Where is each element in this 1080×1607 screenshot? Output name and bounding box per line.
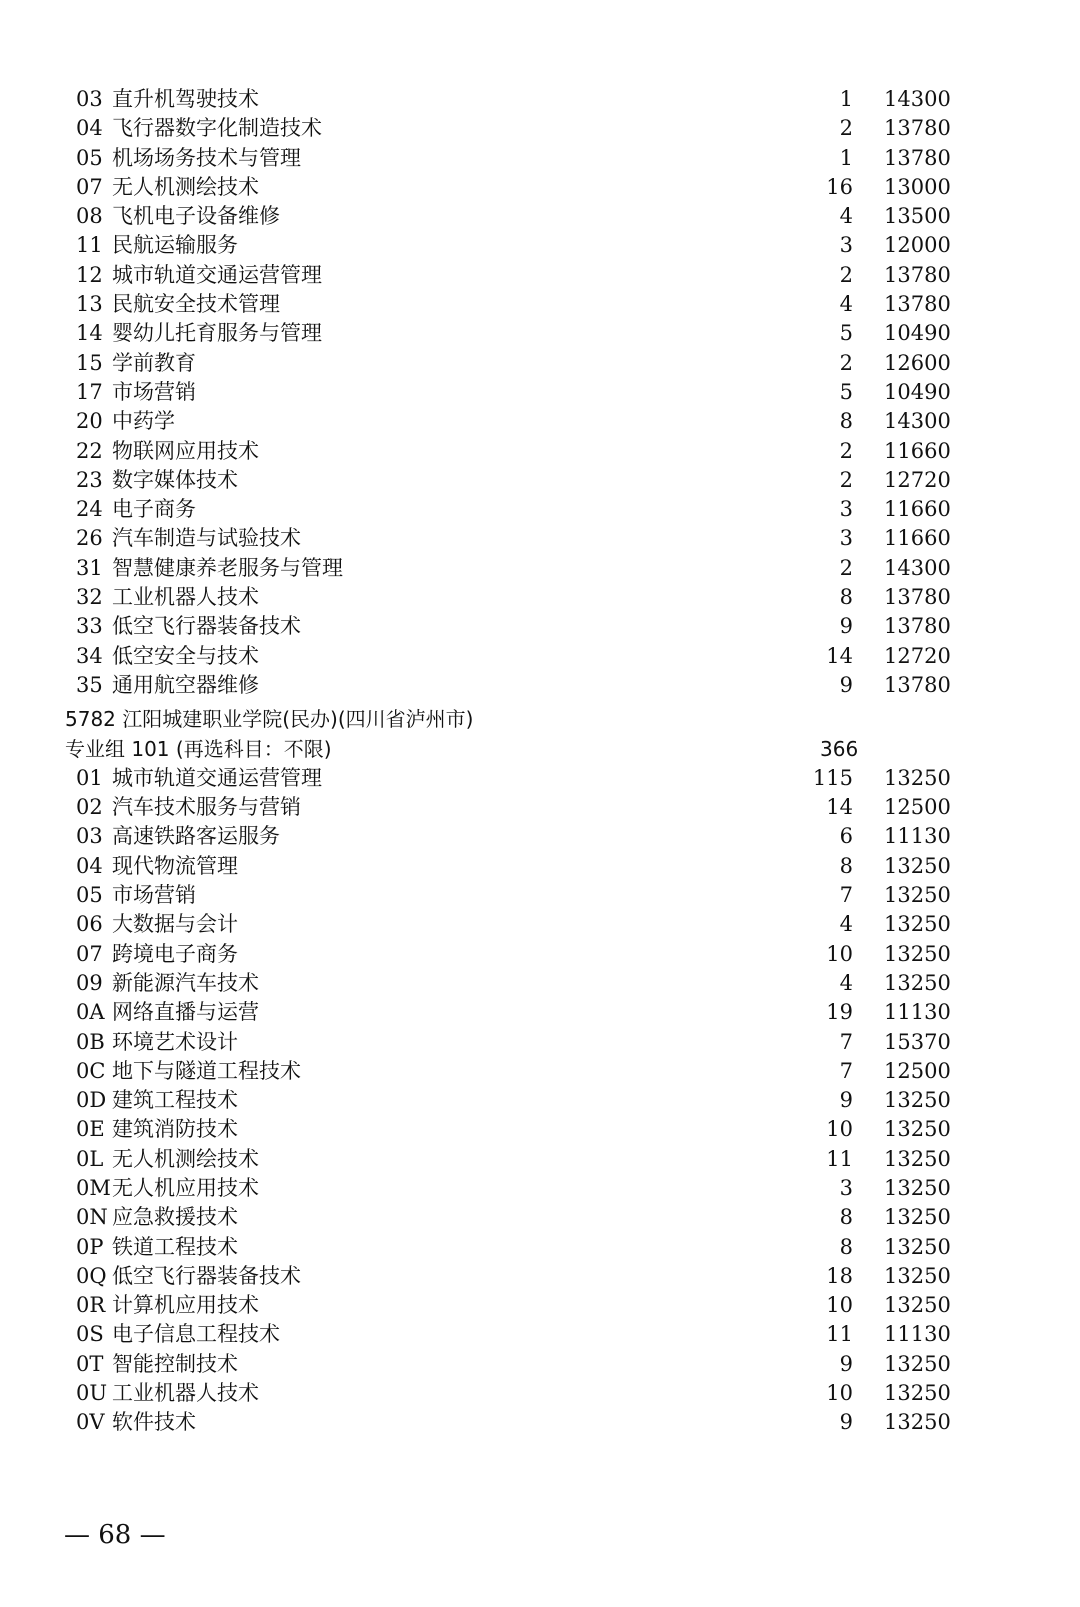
enrollment-count: 9 bbox=[839, 1410, 853, 1435]
major-code: 02 bbox=[76, 795, 103, 820]
major-name: 工业机器人技术 bbox=[112, 585, 259, 610]
tuition-fee: 14300 bbox=[884, 409, 951, 434]
enrollment-count: 8 bbox=[839, 409, 853, 434]
tuition-fee: 15370 bbox=[884, 1029, 951, 1054]
tuition-fee: 11130 bbox=[884, 1000, 951, 1025]
major-code: 14 bbox=[76, 321, 103, 346]
major-code: 0S bbox=[76, 1322, 104, 1347]
major-name: 民航安全技术管理 bbox=[112, 292, 280, 317]
tuition-fee: 12500 bbox=[884, 795, 951, 820]
enrollment-count: 7 bbox=[839, 1058, 853, 1083]
major-name: 无人机测绘技术 bbox=[112, 174, 259, 199]
enrollment-count: 9 bbox=[839, 1351, 853, 1376]
major-row bbox=[0, 998, 1080, 1027]
tuition-fee: 13250 bbox=[884, 765, 951, 790]
tuition-fee: 12600 bbox=[884, 350, 951, 375]
major-code: 15 bbox=[76, 350, 103, 375]
major-code: 33 bbox=[76, 614, 103, 639]
enrollment-count: 2 bbox=[839, 350, 853, 375]
major-code: 13 bbox=[76, 292, 103, 317]
major-row bbox=[0, 642, 1080, 671]
tuition-fee: 11660 bbox=[884, 497, 951, 522]
major-row bbox=[0, 554, 1080, 583]
major-code: 12 bbox=[76, 262, 103, 287]
enrollment-count: 4 bbox=[839, 292, 853, 317]
major-name: 大数据与会计 bbox=[112, 912, 238, 937]
major-row bbox=[0, 466, 1080, 495]
enrollment-count: 5 bbox=[839, 321, 853, 346]
major-code: 0A bbox=[76, 1000, 105, 1025]
major-code: 0V bbox=[76, 1410, 105, 1435]
major-group-count: 366 bbox=[820, 736, 859, 761]
tuition-fee: 13250 bbox=[884, 1117, 951, 1142]
major-code: 05 bbox=[76, 883, 103, 908]
enrollment-count: 2 bbox=[839, 467, 853, 492]
major-name: 汽车制造与试验技术 bbox=[112, 526, 301, 551]
major-name: 计算机应用技术 bbox=[112, 1293, 259, 1318]
major-name: 智慧健康养老服务与管理 bbox=[112, 555, 343, 580]
major-row bbox=[0, 1086, 1080, 1115]
major-row bbox=[0, 822, 1080, 851]
major-row bbox=[0, 261, 1080, 290]
major-row bbox=[0, 881, 1080, 910]
tuition-fee: 13250 bbox=[884, 1088, 951, 1113]
major-row bbox=[0, 1408, 1080, 1437]
major-code: 07 bbox=[76, 941, 103, 966]
tuition-fee: 11660 bbox=[884, 438, 951, 463]
major-name: 无人机应用技术 bbox=[112, 1175, 259, 1200]
major-row bbox=[0, 969, 1080, 998]
enrollment-count: 10 bbox=[826, 1381, 853, 1406]
tuition-fee: 11660 bbox=[884, 526, 951, 551]
major-name: 婴幼儿托育服务与管理 bbox=[112, 321, 322, 346]
major-name: 现代物流管理 bbox=[112, 853, 238, 878]
major-code: 0U bbox=[76, 1381, 108, 1406]
major-list-previous-institution bbox=[0, 85, 1080, 700]
major-row bbox=[0, 1291, 1080, 1320]
major-name: 汽车技术服务与营销 bbox=[112, 795, 301, 820]
enrollment-count: 2 bbox=[839, 438, 853, 463]
major-row bbox=[0, 940, 1080, 969]
major-row bbox=[0, 1028, 1080, 1057]
tuition-fee: 13780 bbox=[884, 262, 951, 287]
enrollment-count: 8 bbox=[839, 853, 853, 878]
tuition-fee: 12500 bbox=[884, 1058, 951, 1083]
major-name: 跨境电子商务 bbox=[112, 941, 238, 966]
major-row bbox=[0, 173, 1080, 202]
major-name: 市场营销 bbox=[112, 883, 196, 908]
enrollment-count: 8 bbox=[839, 1234, 853, 1259]
enrollment-count: 14 bbox=[826, 643, 853, 668]
major-code: 0P bbox=[76, 1234, 104, 1259]
major-name: 电子商务 bbox=[112, 497, 196, 522]
major-row bbox=[0, 1115, 1080, 1144]
major-name: 电子信息工程技术 bbox=[112, 1322, 280, 1347]
tuition-fee: 13250 bbox=[884, 941, 951, 966]
major-code: 35 bbox=[76, 672, 103, 697]
major-row bbox=[0, 1057, 1080, 1086]
major-code: 04 bbox=[76, 116, 103, 141]
tuition-fee: 13250 bbox=[884, 1205, 951, 1230]
major-code: 11 bbox=[76, 233, 103, 258]
tuition-fee: 11130 bbox=[884, 824, 951, 849]
major-name: 新能源汽车技术 bbox=[112, 970, 259, 995]
enrollment-count: 1 bbox=[839, 145, 853, 170]
enrollment-count: 16 bbox=[826, 174, 853, 199]
enrollment-count: 9 bbox=[839, 614, 853, 639]
enrollment-count: 3 bbox=[839, 497, 853, 522]
tuition-fee: 13780 bbox=[884, 145, 951, 170]
major-row bbox=[0, 764, 1080, 793]
major-code: 0E bbox=[76, 1117, 105, 1142]
major-name: 地下与隧道工程技术 bbox=[112, 1058, 301, 1083]
institution-heading bbox=[0, 705, 1080, 734]
major-row bbox=[0, 852, 1080, 881]
major-code: 03 bbox=[76, 824, 103, 849]
enrollment-count: 3 bbox=[839, 1175, 853, 1200]
enrollment-count: 2 bbox=[839, 555, 853, 580]
major-row bbox=[0, 495, 1080, 524]
major-name: 城市轨道交通运营管理 bbox=[112, 765, 322, 790]
major-row bbox=[0, 144, 1080, 173]
major-code: 0B bbox=[76, 1029, 105, 1054]
major-group-heading bbox=[0, 735, 1080, 764]
major-row bbox=[0, 1350, 1080, 1379]
major-code: 17 bbox=[76, 379, 103, 404]
major-row bbox=[0, 583, 1080, 612]
major-code: 04 bbox=[76, 853, 103, 878]
major-name: 应急救援技术 bbox=[112, 1205, 238, 1230]
major-row bbox=[0, 114, 1080, 143]
enrollment-count: 18 bbox=[826, 1263, 853, 1288]
tuition-fee: 13250 bbox=[884, 1381, 951, 1406]
major-name: 城市轨道交通运营管理 bbox=[112, 262, 322, 287]
enrollment-count: 9 bbox=[839, 1088, 853, 1113]
major-name: 建筑工程技术 bbox=[112, 1088, 238, 1113]
major-name: 智能控制技术 bbox=[112, 1351, 238, 1376]
tuition-fee: 14300 bbox=[884, 555, 951, 580]
major-name: 物联网应用技术 bbox=[112, 438, 259, 463]
tuition-fee: 13250 bbox=[884, 1234, 951, 1259]
major-name: 飞机电子设备维修 bbox=[112, 204, 280, 229]
enrollment-count: 4 bbox=[839, 912, 853, 937]
major-code: 0R bbox=[76, 1293, 106, 1318]
enrollment-count: 3 bbox=[839, 526, 853, 551]
tuition-fee: 13500 bbox=[884, 204, 951, 229]
tuition-fee: 10490 bbox=[884, 321, 951, 346]
enrollment-count: 4 bbox=[839, 204, 853, 229]
major-row bbox=[0, 231, 1080, 260]
tuition-fee: 13250 bbox=[884, 1146, 951, 1171]
tuition-fee: 11130 bbox=[884, 1322, 951, 1347]
major-row bbox=[0, 1203, 1080, 1232]
major-list-jiangyang bbox=[0, 764, 1080, 1438]
major-name: 工业机器人技术 bbox=[112, 1381, 259, 1406]
tuition-fee: 12720 bbox=[884, 467, 951, 492]
major-name: 环境艺术设计 bbox=[112, 1029, 238, 1054]
tuition-fee: 13000 bbox=[884, 174, 951, 199]
major-code: 0N bbox=[76, 1205, 108, 1230]
page-number: — 68 — bbox=[64, 1520, 166, 1550]
major-code: 06 bbox=[76, 912, 103, 937]
major-row bbox=[0, 1320, 1080, 1349]
major-name: 软件技术 bbox=[112, 1410, 196, 1435]
major-code: 07 bbox=[76, 174, 103, 199]
tuition-fee: 13250 bbox=[884, 883, 951, 908]
major-code: 20 bbox=[76, 409, 103, 434]
tuition-fee: 13780 bbox=[884, 292, 951, 317]
enrollment-count: 10 bbox=[826, 1293, 853, 1318]
tuition-fee: 14300 bbox=[884, 87, 951, 111]
major-row bbox=[0, 524, 1080, 553]
major-name: 低空飞行器装备技术 bbox=[112, 1263, 301, 1288]
enrollment-count: 4 bbox=[839, 970, 853, 995]
enrollment-count: 7 bbox=[839, 1029, 853, 1054]
tuition-fee: 12000 bbox=[884, 233, 951, 258]
enrollment-count: 6 bbox=[839, 824, 853, 849]
major-row bbox=[0, 319, 1080, 348]
enrollment-count: 1 bbox=[839, 87, 853, 111]
major-row bbox=[0, 910, 1080, 939]
enrollment-list bbox=[0, 85, 1080, 1438]
major-name: 市场营销 bbox=[112, 379, 196, 404]
enrollment-count: 3 bbox=[839, 233, 853, 258]
enrollment-count: 10 bbox=[826, 941, 853, 966]
major-name: 高速铁路客运服务 bbox=[112, 824, 280, 849]
enrollment-count: 115 bbox=[812, 765, 853, 790]
major-name: 建筑消防技术 bbox=[112, 1117, 238, 1142]
major-name: 民航运输服务 bbox=[112, 233, 238, 258]
major-row bbox=[0, 1233, 1080, 1262]
major-code: 08 bbox=[76, 204, 103, 229]
major-row bbox=[0, 290, 1080, 319]
enrollment-count: 9 bbox=[839, 672, 853, 697]
major-code: 23 bbox=[76, 467, 103, 492]
enrollment-count: 2 bbox=[839, 262, 853, 287]
tuition-fee: 13250 bbox=[884, 912, 951, 937]
tuition-fee: 10490 bbox=[884, 379, 951, 404]
major-name: 低空飞行器装备技术 bbox=[112, 614, 301, 639]
major-name: 数字媒体技术 bbox=[112, 467, 238, 492]
tuition-fee: 13250 bbox=[884, 1263, 951, 1288]
tuition-fee: 13250 bbox=[884, 1351, 951, 1376]
major-row bbox=[0, 612, 1080, 641]
tuition-fee: 12720 bbox=[884, 643, 951, 668]
enrollment-count: 8 bbox=[839, 585, 853, 610]
institution-title: 5782 江阳城建职业学院(民办)(四川省泸州市) bbox=[65, 707, 474, 732]
major-code: 22 bbox=[76, 438, 103, 463]
major-code: 09 bbox=[76, 970, 103, 995]
major-name: 飞行器数字化制造技术 bbox=[112, 116, 322, 141]
major-code: 0C bbox=[76, 1058, 106, 1083]
enrollment-count: 8 bbox=[839, 1205, 853, 1230]
major-row bbox=[0, 793, 1080, 822]
enrollment-count: 2 bbox=[839, 116, 853, 141]
major-code: 01 bbox=[76, 765, 103, 790]
major-name: 低空安全与技术 bbox=[112, 643, 259, 668]
enrollment-count: 10 bbox=[826, 1117, 853, 1142]
major-code: 05 bbox=[76, 145, 103, 170]
enrollment-count: 19 bbox=[826, 1000, 853, 1025]
major-row bbox=[0, 407, 1080, 436]
major-name: 通用航空器维修 bbox=[112, 672, 259, 697]
major-code: 0M bbox=[76, 1175, 111, 1200]
enrollment-count: 11 bbox=[826, 1322, 853, 1347]
tuition-fee: 13250 bbox=[884, 970, 951, 995]
tuition-fee: 13780 bbox=[884, 585, 951, 610]
tuition-fee: 13780 bbox=[884, 614, 951, 639]
major-row bbox=[0, 349, 1080, 378]
major-name: 网络直播与运营 bbox=[112, 1000, 259, 1025]
tuition-fee: 13250 bbox=[884, 1175, 951, 1200]
major-group-label: 专业组 101 (再选科目：不限) bbox=[65, 736, 332, 761]
major-row bbox=[0, 202, 1080, 231]
major-name: 铁道工程技术 bbox=[112, 1234, 238, 1259]
tuition-fee: 13250 bbox=[884, 853, 951, 878]
major-code: 0Q bbox=[76, 1263, 107, 1288]
tuition-fee: 13250 bbox=[884, 1293, 951, 1318]
major-name: 直升机驾驶技术 bbox=[112, 87, 259, 111]
major-row bbox=[0, 1379, 1080, 1408]
major-code: 24 bbox=[76, 497, 103, 522]
major-row bbox=[0, 378, 1080, 407]
enrollment-count: 7 bbox=[839, 883, 853, 908]
major-name: 无人机测绘技术 bbox=[112, 1146, 259, 1171]
major-name: 学前教育 bbox=[112, 350, 196, 375]
major-name: 机场场务技术与管理 bbox=[112, 145, 301, 170]
major-name: 中药学 bbox=[112, 409, 175, 434]
enrollment-count: 11 bbox=[826, 1146, 853, 1171]
major-code: 0T bbox=[76, 1351, 104, 1376]
major-code: 0D bbox=[76, 1088, 107, 1113]
major-row bbox=[0, 671, 1080, 700]
major-code: 32 bbox=[76, 585, 103, 610]
major-code: 34 bbox=[76, 643, 103, 668]
major-code: 03 bbox=[76, 87, 103, 111]
enrollment-count: 14 bbox=[826, 795, 853, 820]
tuition-fee: 13780 bbox=[884, 672, 951, 697]
enrollment-count: 5 bbox=[839, 379, 853, 404]
major-row bbox=[0, 1145, 1080, 1174]
tuition-fee: 13250 bbox=[884, 1410, 951, 1435]
major-row bbox=[0, 1262, 1080, 1291]
major-row bbox=[0, 85, 1080, 114]
tuition-fee: 13780 bbox=[884, 116, 951, 141]
major-code: 26 bbox=[76, 526, 103, 551]
major-row bbox=[0, 437, 1080, 466]
major-code: 0L bbox=[76, 1146, 104, 1171]
major-row bbox=[0, 1174, 1080, 1203]
major-code: 31 bbox=[76, 555, 103, 580]
